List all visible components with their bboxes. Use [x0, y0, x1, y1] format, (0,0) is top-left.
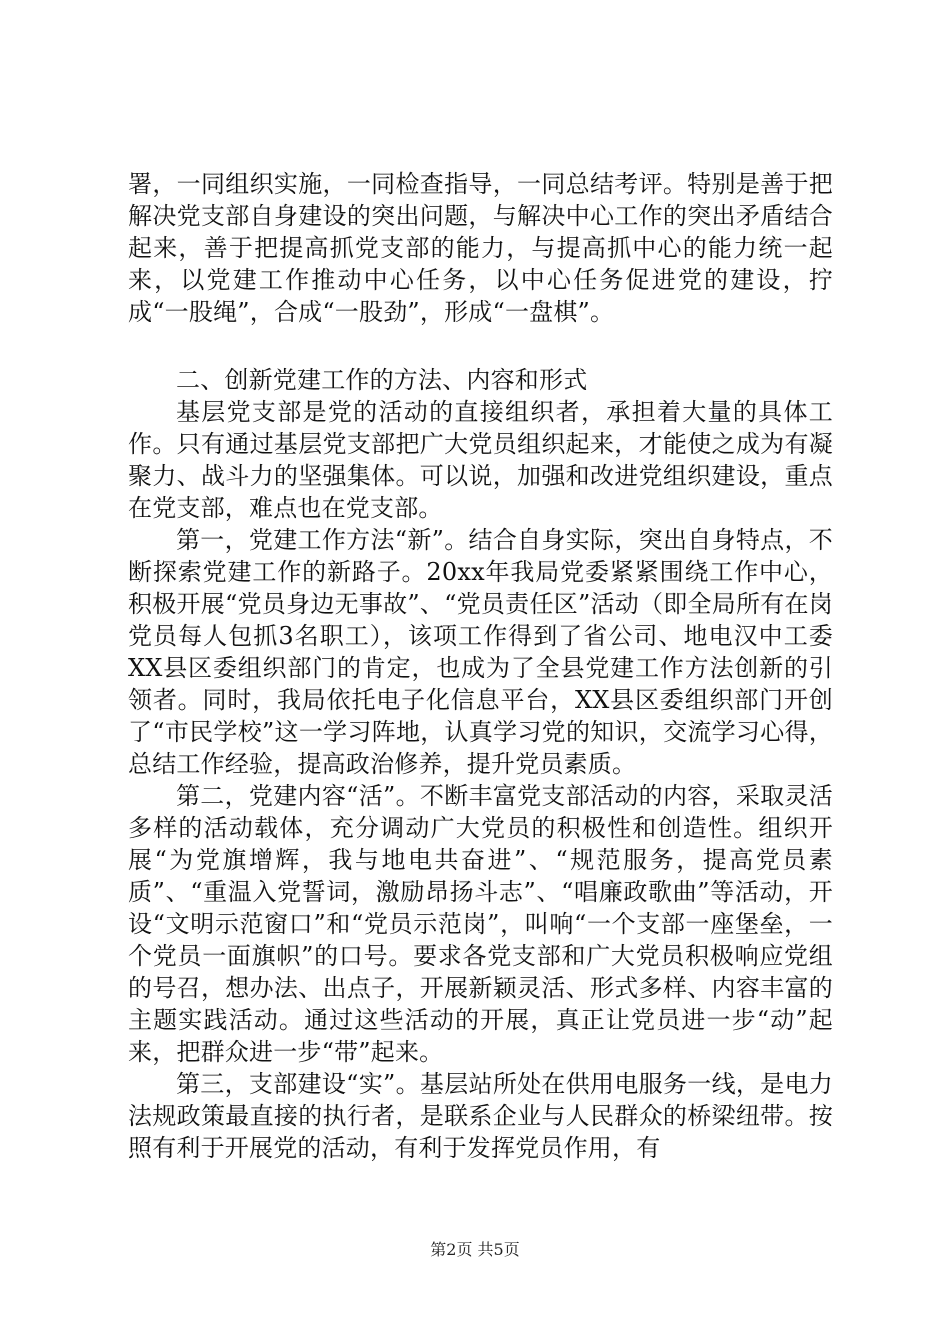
page-number-footer: 第2页 共5页	[430, 1240, 520, 1259]
paragraph-intro: 基层党支部是党的活动的直接组织者，承担着大量的具体工作。只有通过基层党支部把广大党员组织起来，才能使之成为有凝聚力、战斗力的坚强集体。可以说，加强和改进党组织建设，重点在党支部，难点也在党支部。	[128, 398, 833, 522]
document-body	[128, 168, 833, 1164]
paragraph-first: 第一，党建工作方法“新”。结合自身实际，突出自身特点，不断探索党建工作的新路子。20xx年我局党委紧紧围绕工作中心，积极开展“党员身边无事故”、“党员责任区”活动（即全局所有在岗党员每人包抓3名职工），该项工作得到了省公司、地电汉中工委XX县区委组织部门的肯定，也成为了全县党建工作方法创新的引领者。同时，我局依托电子化信息平台，XX县区委组织部门开创了“市民学校”这一学习阵地，认真学习党的知识，交流学习心得，总结工作经验，提高政治修养，提升党员素质。	[128, 526, 833, 778]
paragraph-gap	[128, 328, 833, 364]
paragraph-continued: 署，一同组织实施，一同检查指导，一同总结考评。特别是善于把解决党支部自身建设的突出问题，与解决中心工作的突出矛盾结合起来，善于把提高抓党支部的能力，与提高抓中心的能力统一起来，以党建工作推动中心任务，以中心任务促进党的建设，拧成“一股绳”，合成“一股劲”，形成“一盘棋”。	[128, 170, 833, 326]
paragraph-second: 第二，党建内容“活”。不断丰富党支部活动的内容，采取灵活多样的活动载体，充分调动广大党员的积极性和创造性。组织开展“为党旗增辉，我与地电共奋进”、“规范服务，提高党员素质”、“重温入党誓词，激励昂扬斗志”、“唱廉政歌曲”等活动，开设“文明示范窗口”和“党员示范岗”，叫响“一个支部一座堡垒，一个党员一面旗帜”的口号。要求各党支部和广大党员积极响应党组的号召，想办法、出点子，开展新颖灵活、形式多样、内容丰富的主题实践活动。通过这些活动的开展，真正让党员进一步“动”起来，把群众进一步“带”起来。	[128, 782, 833, 1066]
paragraph-third: 第三，支部建设“实”。基层站所处在供用电服务一线，是电力法规政策最直接的执行者，是联系企业与人民群众的桥梁纽带。按照有利于开展党的活动，有利于发挥党员作用，有	[128, 1070, 833, 1162]
section-heading: 二、创新党建工作的方法、内容和形式	[176, 366, 588, 394]
